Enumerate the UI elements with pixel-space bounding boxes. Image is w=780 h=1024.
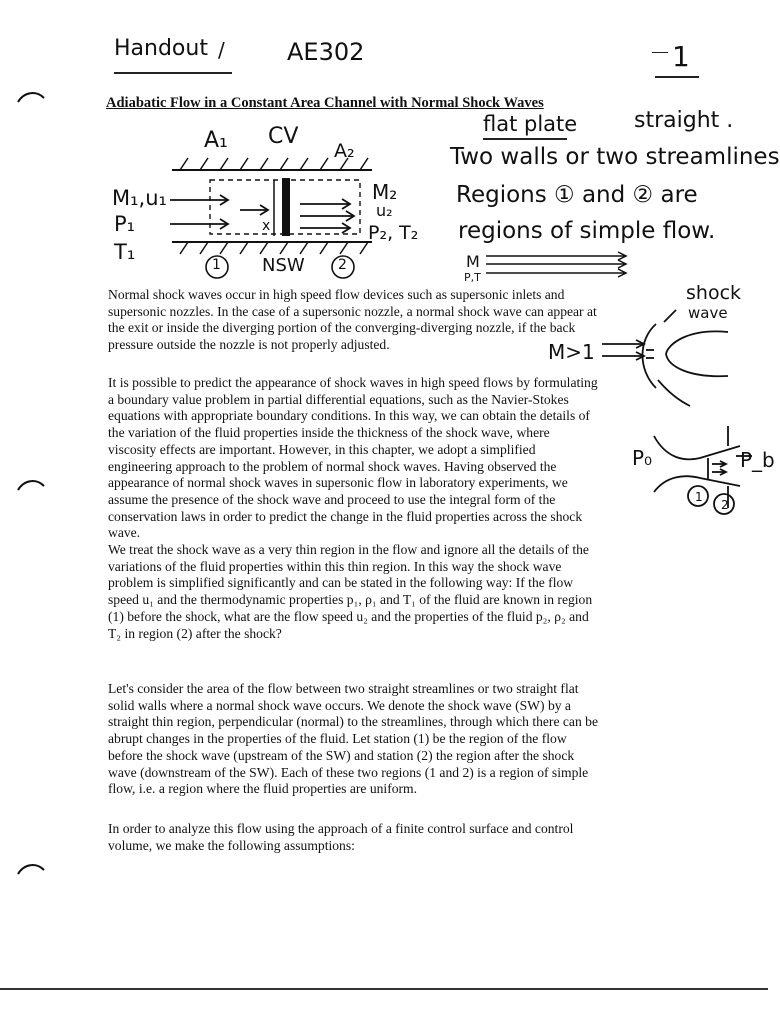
handout-number-mark: /: [218, 38, 225, 62]
page-number-tick: [652, 52, 668, 53]
note-shock: shock: [686, 282, 742, 304]
course-code: AE302: [287, 38, 365, 66]
upstream-temperature-label: T₁: [114, 240, 136, 264]
downstream-mach-label: M₂: [372, 180, 398, 204]
svg-text:1: 1: [695, 490, 703, 504]
nozzle-sketch: [640, 418, 768, 522]
normal-shock-label: NSW: [262, 255, 305, 276]
text-line: conservation laws in order to predict the change in the fluid properties across the shock: [108, 508, 583, 524]
text-line: a boundary value problem in partial differential equations, such as the Navier-Stokes: [108, 391, 569, 407]
note-pt-label: P,T: [464, 271, 481, 284]
note-flat-plate: flat plate: [483, 112, 578, 136]
region-2-number: 2: [338, 257, 347, 273]
text-line: before the shock wave (upstream of the SW) and station (2) the region after the shock: [108, 747, 575, 763]
text-line: volume, we make the following assumptions:: [108, 837, 355, 853]
text-line: wave.: [108, 525, 141, 541]
control-volume-label: CV: [268, 124, 299, 149]
flat-plate-underline: [483, 138, 567, 140]
note-back-pressure: P_b: [740, 448, 775, 472]
text-line: assume the presence of the shock wave and proceed to use the integral form of the: [108, 491, 556, 507]
handout-label: Handout: [114, 36, 208, 61]
margin-mark: [16, 860, 46, 880]
upstream-pressure-label: P₁: [114, 212, 136, 236]
text-line: appearance of normal shock waves in supersonic flow in laboratory experiments, we: [108, 475, 568, 491]
text-line: viscosity effects are important. However, in this chapter, we adopt a simplified: [108, 441, 536, 457]
text-line: variations of the fluid properties within this thin region. In this way the shock wave: [108, 558, 562, 574]
text-line: engineering approach to the problem of normal shock waves. Having observed the: [108, 458, 557, 474]
downstream-pressure-temperature-label: P₂, T₂: [368, 222, 419, 244]
text-line: Normal shock waves occur in high speed flow devices such as supersonic inlets and: [108, 287, 565, 302]
paragraph-approach: [108, 375, 598, 642]
page-number-underline: [655, 76, 699, 78]
region-1-number: 1: [212, 257, 221, 273]
note-m-label: M: [466, 252, 480, 271]
note-walls-streamlines: Two walls or two streamlines: [450, 144, 780, 170]
text-line: We treat the shock wave as a very thin region in the flow and ignore all the details of the: [108, 542, 589, 558]
uniform-flow-arrows: [486, 250, 636, 280]
text-line: In order to analyze this flow using the approach of a finite control surface and control: [108, 821, 574, 836]
text-line: problem is simplified significantly and can be stated in the following way: If the flow: [108, 575, 574, 591]
text-line: supersonic nozzles. In the case of a supersonic nozzle, a normal shock wave can appear at: [108, 303, 597, 319]
text-line: straight thin region, perpendicular (normal) to the streamlines, through which there can be: [108, 714, 598, 730]
text-line: speed u₁ and the thermodynamic properties p₁, ρ₁ and T₁ of the fluid are known in region: [108, 592, 593, 608]
text-line: the exit or inside the diverging portion of the converging-diverging nozzle, if the back: [108, 320, 576, 336]
note-straight: straight .: [634, 108, 734, 133]
svg-text:2: 2: [721, 498, 729, 512]
text-line: solid walls where a normal shock wave occurs. We denote the shock wave (SW) by a: [108, 697, 571, 713]
paragraph-assumptions: [108, 821, 573, 854]
note-mach-greater-than-one: M>1: [548, 340, 595, 364]
paragraph-setup: [108, 681, 598, 798]
text-line: equations with appropriate boundary conditions. In this way, we can obtain the details of: [108, 408, 590, 424]
note-chamber-pressure: P₀: [632, 446, 653, 470]
header-underline: [114, 72, 232, 74]
text-line: wave (downstream of the SW). Each of these two regions (1 and 2) is a region of simple: [108, 764, 589, 780]
text-line: the variation of the fluid properties inside the thickness of the shock wave, where: [108, 425, 550, 441]
document-title: Adiabatic Flow in a Constant Area Channel with Normal Shock Waves: [106, 95, 544, 111]
text-line: pressure outside the nozzle is not properly adjusted.: [108, 337, 390, 353]
text-line: T₂ in region (2) after the shock?: [108, 625, 282, 641]
scan-bottom-edge: [0, 988, 768, 990]
text-line: abrupt changes in the properties of the fluid. Let station (1) be the region of the flow: [108, 731, 567, 747]
note-regions-line-1: Regions ① and ② are: [456, 182, 698, 208]
area-a1-label: A₁: [204, 128, 228, 153]
note-regions-line-2: regions of simple flow.: [458, 218, 716, 244]
text-line: Let's consider the area of the flow between two straight streamlines or two straight flat: [108, 681, 579, 696]
text-line: flow, i.e. a region where the fluid properties are uniform.: [108, 781, 418, 797]
bow-shock-sketch: [598, 300, 738, 410]
x-mark: x: [262, 218, 271, 234]
downstream-velocity-label: u₂: [376, 201, 393, 220]
page-number: 1: [672, 40, 690, 73]
note-wave: wave: [688, 304, 728, 322]
upstream-mach-velocity-label: M₁,u₁: [112, 186, 167, 210]
paragraph-intro: [108, 287, 597, 354]
text-line: (1) before the shock, what are the flow speed u₂ and the properties of the fluid p₂, ρ₂ and: [108, 608, 589, 624]
text-line: It is possible to predict the appearance of shock waves in high speed flows by formulating: [108, 375, 598, 390]
area-a2-label: A₂: [334, 140, 355, 162]
margin-mark: [16, 88, 46, 108]
margin-mark: [16, 476, 46, 496]
